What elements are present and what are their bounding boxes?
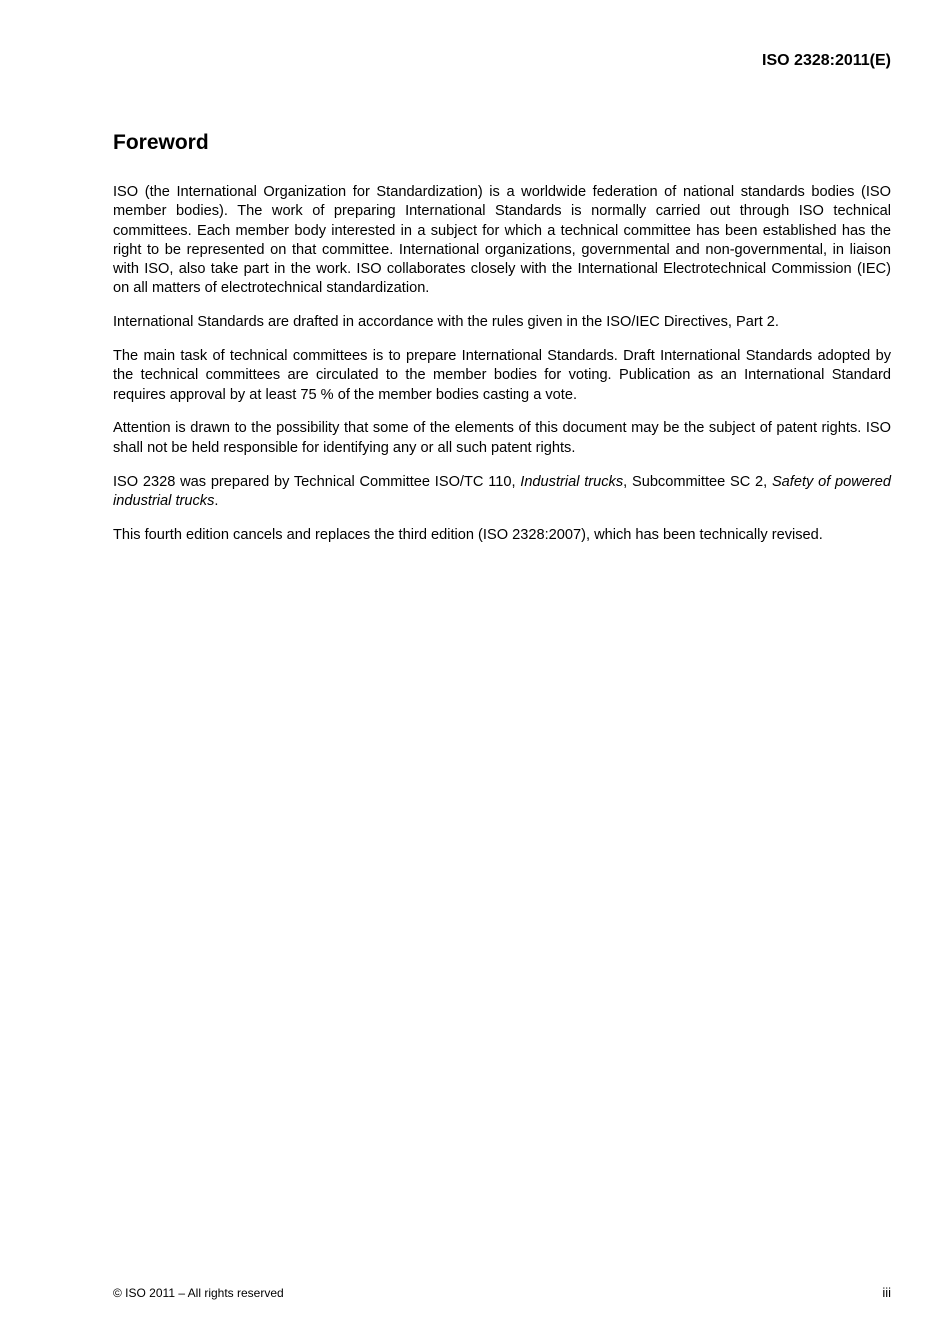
preparation-text-3: . [214,492,219,509]
committee-title: Industrial trucks [520,473,624,490]
preparation-text-2: , Subcommittee SC 2, [623,473,772,490]
paragraph-patent-notice: Attention is drawn to the possibility that some of the elements of this document may be the subject of patent rights. ISO shall not be held responsible for identifying any or all such patent rights. [113,420,891,456]
paragraph-drafting-rules: International Standards are drafted in accordance with the rules given in the ISO/IEC Directives, Part 2. [113,314,779,331]
footer-page-number: iii [882,1285,891,1300]
foreword-body [113,183,891,559]
document-header-id: ISO 2328:2011(E) [762,52,891,69]
paragraph-committee-task: The main task of technical committees is to prepare International Standards. Draft International Standards adopted by the technical committees are circulated to the member bodies for voting. Publication as an International Standard requires approval by at least 75 % of the member bodies casting a vote. [113,348,891,403]
paragraph-preparation [113,473,891,512]
footer-copyright: © ISO 2011 – All rights reserved [113,1286,284,1300]
paragraph-edition-note: This fourth edition cancels and replaces the third edition (ISO 2328:2007), which has been technically revised. [113,526,823,543]
subcommittee-title: Safety of powered industrial trucks [113,473,891,509]
paragraph-iso-overview: ISO (the International Organization for Standardization) is a worldwide federation of national standards bodies (ISO member bodies). The work of preparing International Standards is normally carried out through ISO technical committees. Each member body interested in a subject for which a technical committee has been established has the right to be represented on that committee. International organizations, governmental and non-governmental, in liaison with ISO, also take part in the work. ISO collaborates closely with the International Electrotechnical Commission (IEC) on all matters of electrotechnical standardization. [113,184,891,297]
preparation-text-1: ISO 2328 was prepared by Technical Committee ISO/TC 110, [113,473,521,490]
section-title: Foreword [113,131,209,154]
